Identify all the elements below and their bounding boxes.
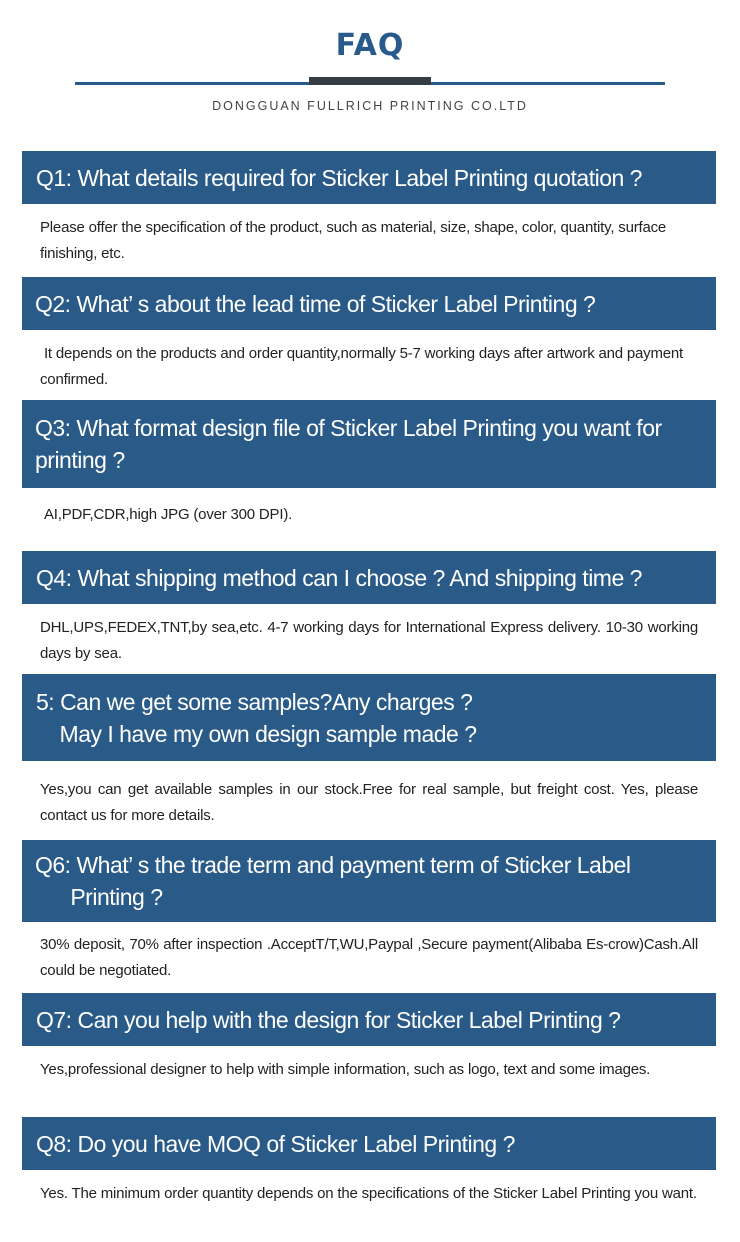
question-5-text-line-2: May I have my own design sample made ? [36,720,477,747]
title-rule-accent [309,77,431,85]
question-4-text: Q4: What shipping method can I choose ? And shipping time ? [36,564,642,591]
question-bar-3 [22,400,716,488]
answer-3: AI,PDF,CDR,high JPG (over 300 DPI). [44,506,293,523]
question-bar-7 [22,993,716,1046]
question-1-text: Q1: What details required for Sticker Label Printing quotation ? [36,164,642,191]
question-8-text: Q8: Do you have MOQ of Sticker Label Printing ? [36,1130,515,1157]
question-2-text: Q2: What’ s about the lead time of Sticker Label Printing ? [35,290,596,317]
answer-4: DHL,UPS,FEDEX,TNT,by sea,etc. 4-7 working days for International Express delivery. 10-30 working days by sea. [40,619,698,662]
answer-5: Yes,you can get available samples in our stock.Free for real sample, but freight cost. Yes, please contact us for more details. [40,781,698,824]
question-bar-8 [22,1117,716,1170]
company-name: DONGGUAN FULLRICH PRINTING CO.LTD [212,99,528,113]
answer-7: Yes,professional designer to help with simple information, such as logo, text and some images. [40,1061,651,1078]
question-6-text-line-2: Printing ? [35,884,163,910]
question-bar-5 [22,674,716,761]
question-6-text-line-1: Q6: What’ s the trade term and payment term of Sticker Label [35,852,631,878]
question-5-text-line-1: 5: Can we get some samples?Any charges ? [36,688,473,715]
answer-1: Please offer the specification of the product, such as material, size, shape, color, quantity, surface finishing, etc. [40,219,667,262]
question-3-text-line-2: printing ? [35,447,125,473]
question-bar-4 [22,551,716,604]
question-bar-6 [22,840,716,922]
answer-8: Yes. The minimum order quantity depends on the specifications of the Sticker Label Printing you want. [40,1185,697,1202]
answer-6: 30% deposit, 70% after inspection .AcceptT/T,WU,Paypal ,Secure payment(Alibaba Es-crow)Cash.All could be negotiated. [40,936,698,979]
question-7-text: Q7: Can you help with the design for Sticker Label Printing ? [36,1006,621,1033]
faq-title: FAQ [335,28,405,63]
question-bar-1 [22,151,716,204]
question-bar-2 [22,277,716,330]
answer-2: It depends on the products and order quantity,normally 5-7 working days after artwork and payment confirmed. [40,345,687,388]
question-3-text-line-1: Q3: What format design file of Sticker Label Printing you want for [35,415,662,441]
